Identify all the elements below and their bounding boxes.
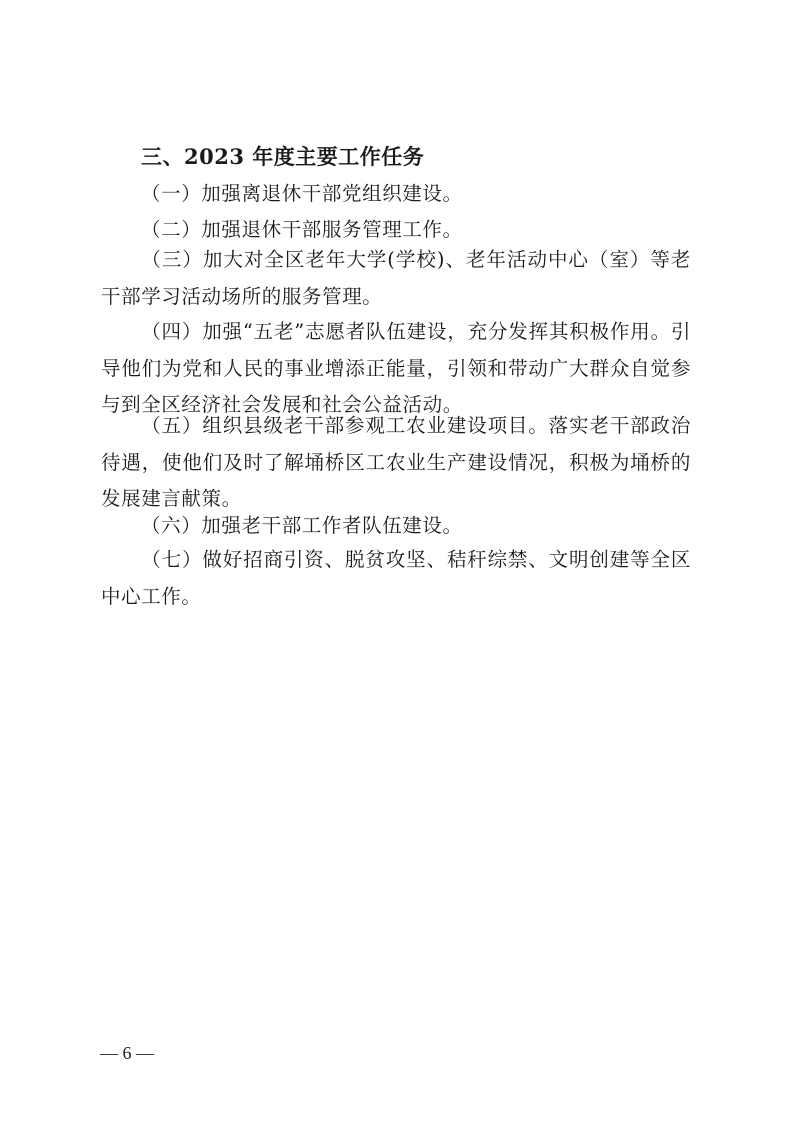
task-item-7	[101, 542, 691, 615]
page-number: — 6 —	[100, 1043, 154, 1063]
section-heading: 三、2023 年度主要工作任务	[141, 144, 425, 169]
task-item-5	[101, 408, 691, 518]
task-item-4-text: （四）加强“五老”志愿者队伍建设，充分发挥其积极作用。引导他们为党和人民的事业增添正能量，引领和带动广大群众自觉参与到全区经济社会发展和社会公益活动。	[101, 320, 691, 416]
task-item-3	[101, 242, 691, 315]
task-item-2-text: （二）加强退休干部服务管理工作。	[141, 218, 463, 241]
task-item-3-text: （三）加大对全区老年大学(学校)、老年活动中心（室）等老干部学习活动场所的服务管理。	[101, 248, 691, 308]
task-item-1-text: （一）加强离退休干部党组织建设。	[141, 182, 463, 205]
task-item-6-text: （六）加强老干部工作者队伍建设。	[141, 514, 463, 537]
task-item-5-text: （五）组织县级老干部参观工农业建设项目。落实老干部政治待遇，使他们及时了解埇桥区工农业生产建设情况，积极为埇桥的发展建言献策。	[101, 414, 691, 510]
task-item-6	[101, 508, 691, 545]
task-item-1	[101, 176, 691, 213]
task-item-7-text: （七）做好招商引资、脱贫攻坚、秸秆综禁、文明创建等全区中心工作。	[101, 548, 691, 608]
